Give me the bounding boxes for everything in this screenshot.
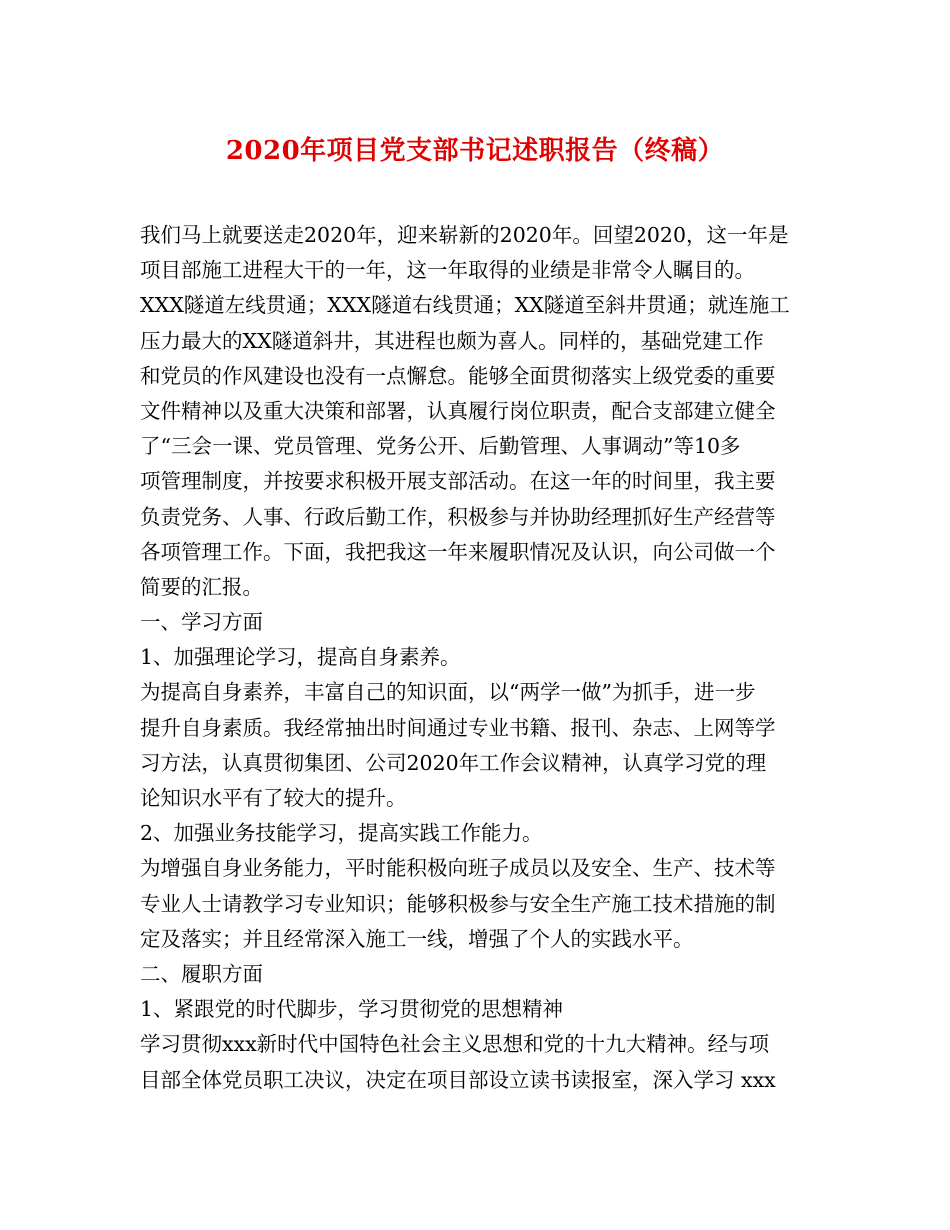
text-line: 项目部施工进程大干的一年，这一年取得的业绩是非常令人瞩目的。 [140, 258, 755, 283]
text-line: 定及落实；并且经常深入施工一线，增强了个人的实践水平。 [140, 926, 694, 951]
text-line: 文件精神以及重大决策和部署，认真履行岗位职责，配合支部建立健全 [140, 398, 776, 423]
document-body [140, 218, 830, 1098]
text-line: 压力最大的XX隧道斜井，其进程也颇为喜人。同样的，基础党建工作 [140, 328, 764, 353]
text-line: 为增强自身业务能力，平时能积极向班子成员以及安全、生产、技术等 [140, 856, 776, 881]
text-line: XXX隧道左线贯通；XXX隧道右线贯通；XX隧道至斜井贯通；就连施工 [140, 293, 790, 318]
text-line: 各项管理工作。下面，我把我这一年来履职情况及认识，向公司做一个 [140, 539, 776, 564]
text-line: 专业人士请教学习专业知识；能够积极参与安全生产施工技术措施的制 [140, 891, 776, 916]
text-line: 我们马上就要送走2020年，迎来崭新的2020年。回望2020，这一年是 [140, 223, 789, 247]
text-line: 简要的汇报。 [140, 574, 263, 599]
document-title: 2020年项目党支部书记述职报告（终稿） [225, 136, 725, 166]
text-line: 论知识水平有了较大的提升。 [140, 786, 407, 810]
text-line: 习方法，认真贯彻集团、公司2020年工作会议精神，认真学习党的理 [140, 750, 767, 775]
text-line: 2、加强业务技能学习，提高实践工作能力。 [140, 821, 543, 846]
text-line: 1、紧跟党的时代脚步，学习贯彻党的思想精神 [140, 997, 564, 1022]
text-line: 项管理制度，并按要求积极开展支部活动。在这一年的时间里，我主要 [140, 469, 776, 494]
text-line: 一、学习方面 [140, 610, 263, 635]
text-line: 了“三会一课、党员管理、党务公开、后勤管理、人事调动”等10多 [140, 434, 741, 459]
text-line: 和党员的作风建设也没有一点懈怠。能够全面贯彻落实上级党委的重要 [140, 363, 776, 388]
text-line: 目部全体党员职工决议，决定在项目部设立读书读报室，深入学习 xxx [140, 1067, 776, 1092]
text-line: 为提高自身素养，丰富自己的知识面，以“两学一做”为抓手，进一步 [140, 680, 756, 705]
text-line: 1、加强理论学习，提高自身素养。 [140, 645, 461, 670]
text-line: 提升自身素质。我经常抽出时间通过专业书籍、报刊、杂志、上网等学 [140, 715, 776, 740]
text-line: 学习贯彻xxx新时代中国特色社会主义思想和党的十九大精神。经与项 [140, 1032, 770, 1057]
text-line: 二、履职方面 [140, 961, 263, 986]
text-line: 负责党务、人事、行政后勤工作，积极参与并协助经理抓好生产经营等 [140, 504, 776, 529]
